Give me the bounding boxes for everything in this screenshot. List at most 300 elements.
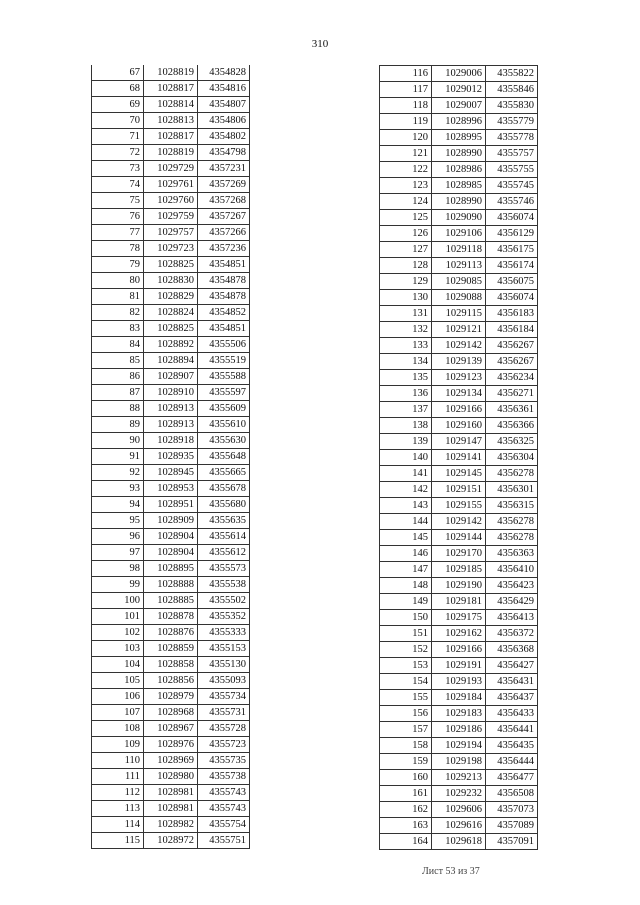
x-coordinate-cell: 1028913 [144, 401, 198, 417]
table-row [380, 82, 538, 98]
point-number-cell: 154 [380, 674, 432, 690]
table-row [380, 434, 538, 450]
point-number-cell: 117 [380, 82, 432, 98]
y-coordinate-cell: 4356304 [486, 450, 538, 466]
x-coordinate-cell: 1028982 [144, 817, 198, 833]
y-coordinate-cell: 4354798 [198, 145, 250, 161]
x-coordinate-cell: 1029193 [432, 674, 486, 690]
point-number-cell: 106 [92, 689, 144, 705]
x-coordinate-cell: 1028825 [144, 321, 198, 337]
x-coordinate-cell: 1028904 [144, 529, 198, 545]
x-coordinate-cell: 1029760 [144, 193, 198, 209]
y-coordinate-cell: 4356074 [486, 290, 538, 306]
page-footer: Лист 53 из 37 [422, 866, 480, 877]
point-number-cell: 71 [92, 129, 144, 145]
table-row [380, 754, 538, 770]
table-row [92, 625, 250, 641]
y-coordinate-cell: 4357269 [198, 177, 250, 193]
table-row [380, 594, 538, 610]
x-coordinate-cell: 1028968 [144, 705, 198, 721]
table-row [92, 257, 250, 273]
point-number-cell: 97 [92, 545, 144, 561]
x-coordinate-cell: 1028996 [432, 114, 486, 130]
y-coordinate-cell: 4356423 [486, 578, 538, 594]
x-coordinate-cell: 1029134 [432, 386, 486, 402]
point-number-cell: 108 [92, 721, 144, 737]
x-coordinate-cell: 1029141 [432, 450, 486, 466]
point-number-cell: 120 [380, 130, 432, 146]
x-coordinate-cell: 1029142 [432, 338, 486, 354]
y-coordinate-cell: 4354878 [198, 289, 250, 305]
point-number-cell: 146 [380, 546, 432, 562]
y-coordinate-cell: 4356441 [486, 722, 538, 738]
y-coordinate-cell: 4355779 [486, 114, 538, 130]
point-number-cell: 159 [380, 754, 432, 770]
y-coordinate-cell: 4355665 [198, 465, 250, 481]
x-coordinate-cell: 1029012 [432, 82, 486, 98]
x-coordinate-cell: 1029723 [144, 241, 198, 257]
y-coordinate-cell: 4355597 [198, 385, 250, 401]
point-number-cell: 160 [380, 770, 432, 786]
x-coordinate-cell: 1028918 [144, 433, 198, 449]
table-row [92, 241, 250, 257]
y-coordinate-cell: 4355754 [198, 817, 250, 833]
x-coordinate-cell: 1029006 [432, 66, 486, 82]
x-coordinate-cell: 1029151 [432, 482, 486, 498]
table-row [92, 193, 250, 209]
table-row [380, 98, 538, 114]
table-row [380, 354, 538, 370]
table-row [380, 786, 538, 802]
table-row [380, 546, 538, 562]
point-number-cell: 102 [92, 625, 144, 641]
x-coordinate-cell: 1028990 [432, 146, 486, 162]
y-coordinate-cell: 4354816 [198, 81, 250, 97]
y-coordinate-cell: 4355822 [486, 66, 538, 82]
y-coordinate-cell: 4356175 [486, 242, 538, 258]
table-row [92, 705, 250, 721]
x-coordinate-cell: 1028858 [144, 657, 198, 673]
coordinates-table-left [91, 65, 250, 849]
point-number-cell: 69 [92, 97, 144, 113]
point-number-cell: 131 [380, 306, 432, 322]
table-row [380, 418, 538, 434]
point-number-cell: 142 [380, 482, 432, 498]
x-coordinate-cell: 1029729 [144, 161, 198, 177]
table-row [380, 642, 538, 658]
table-row [92, 433, 250, 449]
table-row [380, 146, 538, 162]
point-number-cell: 105 [92, 673, 144, 689]
x-coordinate-cell: 1029139 [432, 354, 486, 370]
y-coordinate-cell: 4354807 [198, 97, 250, 113]
x-coordinate-cell: 1028953 [144, 481, 198, 497]
y-coordinate-cell: 4357089 [486, 818, 538, 834]
table-row [380, 770, 538, 786]
y-coordinate-cell: 4356267 [486, 354, 538, 370]
table-row [380, 322, 538, 338]
point-number-cell: 73 [92, 161, 144, 177]
y-coordinate-cell: 4356075 [486, 274, 538, 290]
point-number-cell: 70 [92, 113, 144, 129]
point-number-cell: 72 [92, 145, 144, 161]
point-number-cell: 112 [92, 785, 144, 801]
x-coordinate-cell: 1028819 [144, 65, 198, 81]
x-coordinate-cell: 1029181 [432, 594, 486, 610]
x-coordinate-cell: 1028951 [144, 497, 198, 513]
table-row [380, 210, 538, 226]
table-row [380, 674, 538, 690]
table-row [92, 801, 250, 817]
x-coordinate-cell: 1029606 [432, 802, 486, 818]
table-row [380, 514, 538, 530]
y-coordinate-cell: 4356271 [486, 386, 538, 402]
table-row [92, 417, 250, 433]
point-number-cell: 78 [92, 241, 144, 257]
point-number-cell: 75 [92, 193, 144, 209]
x-coordinate-cell: 1028814 [144, 97, 198, 113]
x-coordinate-cell: 1029007 [432, 98, 486, 114]
x-coordinate-cell: 1029115 [432, 306, 486, 322]
table-row [380, 338, 538, 354]
table-row [380, 818, 538, 834]
y-coordinate-cell: 4355755 [486, 162, 538, 178]
x-coordinate-cell: 1028980 [144, 769, 198, 785]
table-row [92, 81, 250, 97]
point-number-cell: 149 [380, 594, 432, 610]
y-coordinate-cell: 4356183 [486, 306, 538, 322]
x-coordinate-cell: 1028913 [144, 417, 198, 433]
x-coordinate-cell: 1028859 [144, 641, 198, 657]
table-row [92, 321, 250, 337]
point-number-cell: 135 [380, 370, 432, 386]
table-row [380, 530, 538, 546]
y-coordinate-cell: 4356267 [486, 338, 538, 354]
y-coordinate-cell: 4355746 [486, 194, 538, 210]
table-row [92, 513, 250, 529]
x-coordinate-cell: 1029090 [432, 210, 486, 226]
point-number-cell: 145 [380, 530, 432, 546]
point-number-cell: 121 [380, 146, 432, 162]
y-coordinate-cell: 4355352 [198, 609, 250, 625]
y-coordinate-cell: 4355735 [198, 753, 250, 769]
x-coordinate-cell: 1029190 [432, 578, 486, 594]
point-number-cell: 110 [92, 753, 144, 769]
point-number-cell: 161 [380, 786, 432, 802]
point-number-cell: 129 [380, 274, 432, 290]
point-number-cell: 82 [92, 305, 144, 321]
x-coordinate-cell: 1029198 [432, 754, 486, 770]
point-number-cell: 79 [92, 257, 144, 273]
table-row [92, 401, 250, 417]
table-row [92, 161, 250, 177]
x-coordinate-cell: 1029232 [432, 786, 486, 802]
table-row [380, 562, 538, 578]
y-coordinate-cell: 4355680 [198, 497, 250, 513]
table-row [92, 817, 250, 833]
x-coordinate-cell: 1029213 [432, 770, 486, 786]
point-number-cell: 125 [380, 210, 432, 226]
table-row [92, 721, 250, 737]
point-number-cell: 137 [380, 402, 432, 418]
y-coordinate-cell: 4356363 [486, 546, 538, 562]
point-number-cell: 148 [380, 578, 432, 594]
y-coordinate-cell: 4355846 [486, 82, 538, 98]
point-number-cell: 132 [380, 322, 432, 338]
table-row [380, 610, 538, 626]
x-coordinate-cell: 1029616 [432, 818, 486, 834]
y-coordinate-cell: 4355573 [198, 561, 250, 577]
table-row [380, 242, 538, 258]
point-number-cell: 140 [380, 450, 432, 466]
table-row [92, 465, 250, 481]
y-coordinate-cell: 4355519 [198, 353, 250, 369]
y-coordinate-cell: 4356435 [486, 738, 538, 754]
y-coordinate-cell: 4356429 [486, 594, 538, 610]
table-row [380, 690, 538, 706]
point-number-cell: 96 [92, 529, 144, 545]
x-coordinate-cell: 1029166 [432, 402, 486, 418]
table-row [92, 209, 250, 225]
x-coordinate-cell: 1028935 [144, 449, 198, 465]
table-row [380, 114, 538, 130]
table-row [92, 657, 250, 673]
y-coordinate-cell: 4355830 [486, 98, 538, 114]
x-coordinate-cell: 1029085 [432, 274, 486, 290]
y-coordinate-cell: 4357268 [198, 193, 250, 209]
y-coordinate-cell: 4356361 [486, 402, 538, 418]
point-number-cell: 86 [92, 369, 144, 385]
point-number-cell: 85 [92, 353, 144, 369]
right-table-body [380, 66, 538, 850]
x-coordinate-cell: 1029145 [432, 466, 486, 482]
point-number-cell: 77 [92, 225, 144, 241]
y-coordinate-cell: 4356431 [486, 674, 538, 690]
table-row [92, 753, 250, 769]
x-coordinate-cell: 1028817 [144, 81, 198, 97]
table-row [92, 337, 250, 353]
table-row [92, 449, 250, 465]
y-coordinate-cell: 4356184 [486, 322, 538, 338]
point-number-cell: 141 [380, 466, 432, 482]
table-row [92, 273, 250, 289]
y-coordinate-cell: 4354851 [198, 321, 250, 337]
point-number-cell: 107 [92, 705, 144, 721]
y-coordinate-cell: 4356325 [486, 434, 538, 450]
x-coordinate-cell: 1028969 [144, 753, 198, 769]
table-row [92, 689, 250, 705]
x-coordinate-cell: 1028986 [432, 162, 486, 178]
y-coordinate-cell: 4356372 [486, 626, 538, 642]
x-coordinate-cell: 1028976 [144, 737, 198, 753]
table-row [92, 785, 250, 801]
point-number-cell: 122 [380, 162, 432, 178]
point-number-cell: 76 [92, 209, 144, 225]
left-table-body [92, 65, 250, 849]
point-number-cell: 111 [92, 769, 144, 785]
point-number-cell: 144 [380, 514, 432, 530]
table-row [380, 178, 538, 194]
point-number-cell: 147 [380, 562, 432, 578]
table-row [380, 834, 538, 850]
table-row [92, 545, 250, 561]
x-coordinate-cell: 1028967 [144, 721, 198, 737]
table-row [92, 481, 250, 497]
y-coordinate-cell: 4357267 [198, 209, 250, 225]
y-coordinate-cell: 4355093 [198, 673, 250, 689]
y-coordinate-cell: 4356278 [486, 530, 538, 546]
point-number-cell: 151 [380, 626, 432, 642]
table-row [92, 769, 250, 785]
y-coordinate-cell: 4354806 [198, 113, 250, 129]
point-number-cell: 74 [92, 177, 144, 193]
point-number-cell: 114 [92, 817, 144, 833]
table-row [380, 226, 538, 242]
x-coordinate-cell: 1028909 [144, 513, 198, 529]
y-coordinate-cell: 4356427 [486, 658, 538, 674]
point-number-cell: 88 [92, 401, 144, 417]
table-row [92, 673, 250, 689]
point-number-cell: 81 [92, 289, 144, 305]
table-row [92, 177, 250, 193]
table-row [92, 369, 250, 385]
point-number-cell: 93 [92, 481, 144, 497]
point-number-cell: 156 [380, 706, 432, 722]
point-number-cell: 153 [380, 658, 432, 674]
point-number-cell: 100 [92, 593, 144, 609]
x-coordinate-cell: 1028888 [144, 577, 198, 593]
table-row [92, 225, 250, 241]
table-row [92, 305, 250, 321]
y-coordinate-cell: 4356366 [486, 418, 538, 434]
table-row [92, 833, 250, 849]
y-coordinate-cell: 4357266 [198, 225, 250, 241]
x-coordinate-cell: 1028979 [144, 689, 198, 705]
y-coordinate-cell: 4356174 [486, 258, 538, 274]
y-coordinate-cell: 4356301 [486, 482, 538, 498]
point-number-cell: 150 [380, 610, 432, 626]
y-coordinate-cell: 4354852 [198, 305, 250, 321]
y-coordinate-cell: 4355614 [198, 529, 250, 545]
x-coordinate-cell: 1029155 [432, 498, 486, 514]
x-coordinate-cell: 1028904 [144, 545, 198, 561]
point-number-cell: 115 [92, 833, 144, 849]
point-number-cell: 134 [380, 354, 432, 370]
point-number-cell: 152 [380, 642, 432, 658]
table-row [380, 274, 538, 290]
y-coordinate-cell: 4355153 [198, 641, 250, 657]
x-coordinate-cell: 1028985 [432, 178, 486, 194]
point-number-cell: 127 [380, 242, 432, 258]
point-number-cell: 67 [92, 65, 144, 81]
y-coordinate-cell: 4356129 [486, 226, 538, 242]
x-coordinate-cell: 1029194 [432, 738, 486, 754]
x-coordinate-cell: 1029166 [432, 642, 486, 658]
table-row [380, 402, 538, 418]
point-number-cell: 116 [380, 66, 432, 82]
y-coordinate-cell: 4354828 [198, 65, 250, 81]
point-number-cell: 128 [380, 258, 432, 274]
table-row [380, 658, 538, 674]
point-number-cell: 158 [380, 738, 432, 754]
point-number-cell: 84 [92, 337, 144, 353]
point-number-cell: 95 [92, 513, 144, 529]
y-coordinate-cell: 4356508 [486, 786, 538, 802]
y-coordinate-cell: 4355630 [198, 433, 250, 449]
x-coordinate-cell: 1028910 [144, 385, 198, 401]
point-number-cell: 143 [380, 498, 432, 514]
y-coordinate-cell: 4356234 [486, 370, 538, 386]
x-coordinate-cell: 1029761 [144, 177, 198, 193]
table-row [92, 497, 250, 513]
point-number-cell: 103 [92, 641, 144, 657]
y-coordinate-cell: 4356444 [486, 754, 538, 770]
y-coordinate-cell: 4356413 [486, 610, 538, 626]
y-coordinate-cell: 4355723 [198, 737, 250, 753]
table-row [380, 130, 538, 146]
x-coordinate-cell: 1029183 [432, 706, 486, 722]
x-coordinate-cell: 1029184 [432, 690, 486, 706]
x-coordinate-cell: 1028825 [144, 257, 198, 273]
y-coordinate-cell: 4355538 [198, 577, 250, 593]
x-coordinate-cell: 1029175 [432, 610, 486, 626]
y-coordinate-cell: 4355612 [198, 545, 250, 561]
point-number-cell: 98 [92, 561, 144, 577]
point-number-cell: 136 [380, 386, 432, 402]
x-coordinate-cell: 1028819 [144, 145, 198, 161]
point-number-cell: 99 [92, 577, 144, 593]
table-row [380, 482, 538, 498]
page-number: 310 [311, 38, 329, 50]
point-number-cell: 92 [92, 465, 144, 481]
x-coordinate-cell: 1028885 [144, 593, 198, 609]
point-number-cell: 109 [92, 737, 144, 753]
table-row [92, 593, 250, 609]
x-coordinate-cell: 1028990 [432, 194, 486, 210]
y-coordinate-cell: 4355745 [486, 178, 538, 194]
y-coordinate-cell: 4356074 [486, 210, 538, 226]
table-row [92, 385, 250, 401]
x-coordinate-cell: 1028981 [144, 801, 198, 817]
table-row [380, 626, 538, 642]
point-number-cell: 89 [92, 417, 144, 433]
y-coordinate-cell: 4356433 [486, 706, 538, 722]
x-coordinate-cell: 1028972 [144, 833, 198, 849]
table-row [380, 370, 538, 386]
x-coordinate-cell: 1028813 [144, 113, 198, 129]
x-coordinate-cell: 1028895 [144, 561, 198, 577]
x-coordinate-cell: 1029121 [432, 322, 486, 338]
y-coordinate-cell: 4356315 [486, 498, 538, 514]
point-number-cell: 162 [380, 802, 432, 818]
point-number-cell: 133 [380, 338, 432, 354]
y-coordinate-cell: 4355778 [486, 130, 538, 146]
x-coordinate-cell: 1029170 [432, 546, 486, 562]
point-number-cell: 90 [92, 433, 144, 449]
y-coordinate-cell: 4356410 [486, 562, 538, 578]
y-coordinate-cell: 4356278 [486, 466, 538, 482]
y-coordinate-cell: 4355734 [198, 689, 250, 705]
x-coordinate-cell: 1029186 [432, 722, 486, 738]
y-coordinate-cell: 4356477 [486, 770, 538, 786]
point-number-cell: 163 [380, 818, 432, 834]
coordinates-table-right [379, 65, 538, 850]
x-coordinate-cell: 1029106 [432, 226, 486, 242]
table-row [92, 97, 250, 113]
table-row [380, 258, 538, 274]
point-number-cell: 130 [380, 290, 432, 306]
x-coordinate-cell: 1028907 [144, 369, 198, 385]
